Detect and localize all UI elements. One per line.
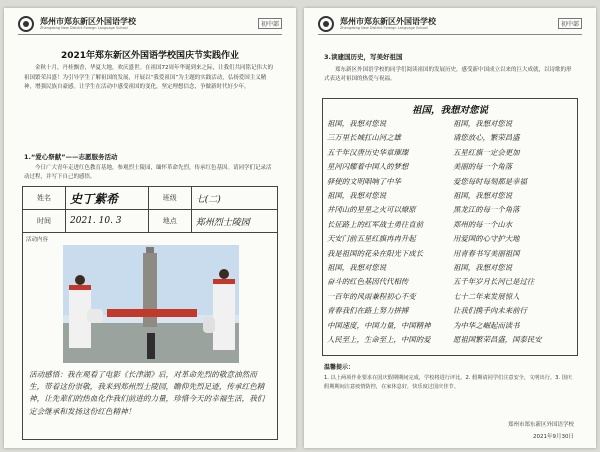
class-label: 班级 <box>148 187 191 210</box>
poem-line: 郑州的每一个山水 <box>453 219 513 229</box>
signature-date: 2021年9月30日 <box>533 434 574 440</box>
activity-photo <box>63 245 239 363</box>
division-tag: 初中部 <box>258 18 282 29</box>
poem-line: 爱您每时每刻都是幸福 <box>453 176 527 186</box>
poem-line: 我是祖国的花朵在阳光下成长 <box>327 248 424 258</box>
poem-line: 驿使的文明唱响了中华 <box>327 176 401 186</box>
school-logo-icon <box>318 16 334 32</box>
page-header <box>18 16 282 35</box>
division-tag: 初中部 <box>558 18 582 29</box>
section-heading: 1.“爱心祭献”——志愿服务活动 <box>24 153 118 161</box>
record-label: 活动内容 <box>26 237 49 243</box>
poem-line: 为中华之崛起而读书 <box>453 320 520 330</box>
poem-line: 用青春书写美丽祖国 <box>453 248 520 258</box>
place-label: 地点 <box>148 210 191 233</box>
poem-line: 祖国，我想对您说 <box>453 263 513 273</box>
class-value: 七(二) <box>191 187 277 210</box>
poem-line: 中国速度，中国力量，中国精神 <box>327 320 431 330</box>
notes-text: 1. 以上两项作业要求在国庆假期期间完成，学校将进行评比。2. 假期请同学们注意安全，文明出行。3. 国庆假期期间注意疫情防控，在家休息好，快乐度过国庆佳节。 <box>324 375 573 390</box>
poem-line: 青春我们在路上努力拼搏 <box>327 306 409 316</box>
poem-line: 让我们携手向未来前行 <box>453 306 527 316</box>
poem-line: 五星红旗一定会更加 <box>453 147 520 157</box>
signature-school: 郑州市郑东新区外国语学校 <box>507 422 574 428</box>
place-value: 郑州烈士陵园 <box>191 210 277 233</box>
poem-line: 祖国，我想对您说 <box>327 119 387 128</box>
intro-paragraph: 金秋十月，丹桂飘香，华夏大地，欢庆盛世。在祖国72周年华诞到来之际，让我们共同铭记伟大的祖国繁荣昌盛！为引导学生了解祖国的发展，开展以“我爱祖国”为主题的实践活动，弘扬爱国主义精神，增强民族自豪感。让学生在活动中感受祖国的变化，坚定理想信念，争做新时代好少年。 <box>24 65 274 91</box>
poem-line: 星河闪耀着中国人的梦想 <box>327 162 409 172</box>
flower-bouquet <box>203 317 215 333</box>
info-table <box>22 186 278 233</box>
student-figure <box>213 279 235 350</box>
poem-line: 请您放心，繁荣昌盛 <box>453 133 520 143</box>
name-value: 史丁紫希 <box>66 187 149 210</box>
name-label: 姓名 <box>23 187 66 210</box>
time-label: 时间 <box>23 210 66 233</box>
document-title: 2021年郑东新区外国语学校国庆节实践作业 <box>60 51 240 61</box>
time-value: 2021. 10. 3 <box>66 210 149 233</box>
school-name: 郑州市郑东新区外国语学校 <box>40 17 136 26</box>
poem-line: 祖国，我想对您说 <box>327 191 387 201</box>
section-paragraph: 今日广大青年走进红色教育基地，参观烈士陵园，缅怀革命先烈，传承红色基因。请同学们记录活动过程，并写下自己的感悟。 <box>24 165 272 180</box>
handwritten-feeling: 活动感悟：我在观看了电影《长津湖》后，对革命先烈的敬意油然而生，带着这份崇敬，我来到郑州烈士陵园，瞻仰先烈足迹，传承红色精神，让先辈们的热血化作我们前进的力量，珍惜今天的幸福生活，我们定会继承和发扬这份红色精神！ <box>29 370 265 416</box>
school-logo-icon <box>18 16 34 32</box>
poem-line: 五千年汉唐历史华章璀璨 <box>327 147 409 157</box>
notes-heading: 温馨提示： <box>324 364 355 371</box>
distant-figure <box>147 333 155 359</box>
poem-line: 井冈山的星星之火可以燎原 <box>327 205 416 215</box>
poem-line: 长征路上的红军战士勇往直前 <box>327 219 424 229</box>
poem-right-column <box>453 117 577 348</box>
poem-line: 美丽的每一个角落 <box>453 162 513 172</box>
poem-line: 七十二年来发展惊人 <box>453 291 520 301</box>
section-paragraph: 郑东新区外国语学校的同学们阅读祖国的发展历史，感受新中国成立以来的巨大成就，以诗歌的形式表达对祖国的热爱与祝福。 <box>324 67 572 83</box>
poem-line: 五千年岁月长河已是过往 <box>453 277 535 287</box>
poem-line: 祖国，我想对您说 <box>453 119 513 128</box>
flower-bouquet <box>87 309 103 323</box>
poem-line: 天安门前五星红旗冉冉升起 <box>327 234 416 244</box>
page-header <box>318 16 582 35</box>
right-page <box>304 8 596 448</box>
student-head <box>219 269 229 279</box>
activity-record-box <box>22 232 278 440</box>
school-name-en: Zhengdong New District Foreign Language School <box>340 26 428 30</box>
poem-line: 祖国，我想对您说 <box>453 191 513 201</box>
poem-line: 奋斗的红色基因代代相传 <box>327 277 409 287</box>
left-page <box>4 8 296 448</box>
poem-line: 黑龙江的每一个角落 <box>453 205 520 215</box>
student-head <box>75 275 85 285</box>
poem-box <box>322 98 578 356</box>
poem-line: 愿祖国繁荣昌盛，国泰民安 <box>453 335 542 345</box>
poem-line: 三万里长城扛山河之雄 <box>327 133 401 143</box>
school-name: 郑州市郑东新区外国语学校 <box>340 17 436 26</box>
poem-left-column <box>327 117 451 348</box>
red-banner <box>107 309 197 317</box>
poem-line: 人民至上，生命至上，中国的爱 <box>327 335 431 345</box>
poem-line: 用爱国的心守护大地 <box>453 234 520 244</box>
poem-line: 祖国，我想对您说 <box>327 263 387 273</box>
school-name-en: Zhengdong New District Foreign Language School <box>40 26 128 30</box>
section-heading: 3.读建国历史，写美好祖国 <box>324 53 403 61</box>
poem-line: 一百年的风雨兼程初心不变 <box>327 291 416 301</box>
poem-title: 祖国，我想对您说 <box>411 105 488 116</box>
